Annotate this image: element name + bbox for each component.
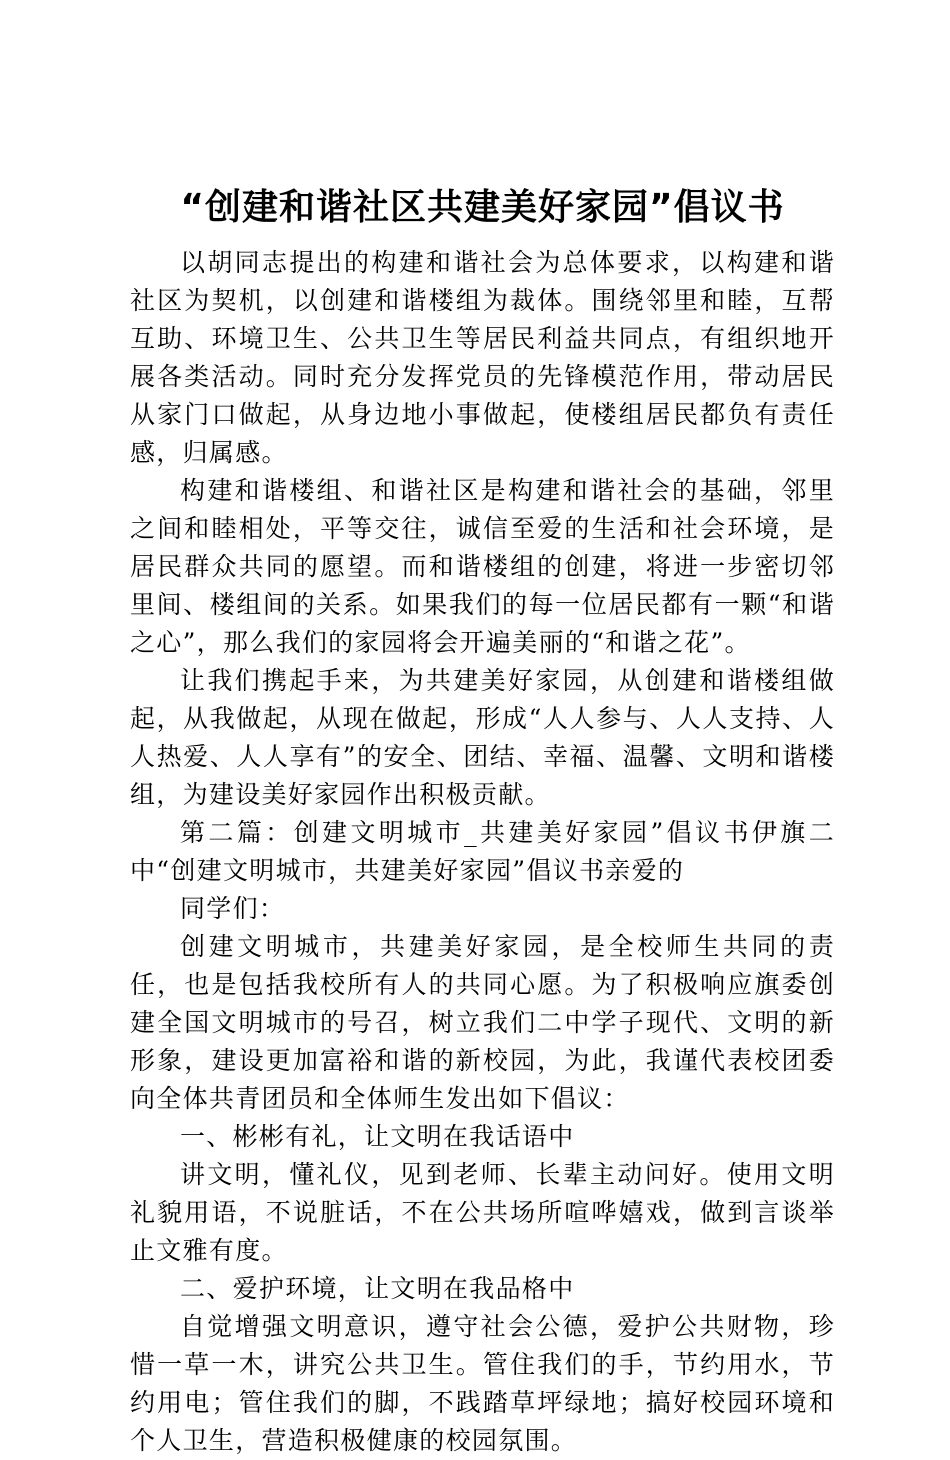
paragraph-4: 第二篇：创建文明城市_共建美好家园”倡议书伊旗二中“创建文明城市，共建美好家园”倡议书亲爱的 xyxy=(130,818,835,885)
paragraph-7: 一、彬彬有礼，让文明在我话语中 xyxy=(180,1122,575,1151)
paragraph-3: 让我们携起手来，为共建美好家园，从创建和谐楼组做起，从我做起，从现在做起，形成“人人参与、人人支持、人人热爱、人人享有”的安全、团结、幸福、温馨、文明和谐楼组，为建设美好家园作出积极贡献。 xyxy=(130,666,835,809)
document-title: “创建和谐社区共建美好家园”倡议书 xyxy=(180,187,785,228)
paragraph-5: 同学们： xyxy=(180,894,286,923)
paragraph-2: 构建和谐楼组、和谐社区是构建和谐社会的基础，邻里之间和睦相处，平等交往，诚信至爱的生活和社会环境，是居民群众共同的愿望。而和谐楼组的创建，将进一步密切邻里间、楼组间的关系。如果我们的每一位居民都有一颗“和谐之心”，那么我们的家园将会开遍美丽的“和谐之花”。 xyxy=(130,476,835,657)
paragraph-8: 讲文明，懂礼仪，见到老师、长辈主动问好。使用文明礼貌用语，不说脏话，不在公共场所喧哗嬉戏，做到言谈举止文雅有度。 xyxy=(130,1160,835,1265)
paragraph-6: 创建文明城市，共建美好家园，是全校师生共同的责任，也是包括我校所有人的共同心愿。为了积极响应旗委创建全国文明城市的号召，树立我们二中学子现代、文明的新形象，建设更加富裕和谐的新校园，为此，我谨代表校团委向全体共青团员和全体师生发出如下倡议： xyxy=(130,932,835,1113)
paragraph-10: 自觉增强文明意识，遵守社会公德，爱护公共财物，珍惜一草一木，讲究公共卫生。管住我们的手，节约用水，节约用电；管住我们的脚，不践踏草坪绿地；搞好校园环境和个人卫生，营造积极健康的校园氛围。 xyxy=(130,1312,835,1455)
document-page xyxy=(130,186,835,1460)
paragraph-9: 二、爱护环境，让文明在我品格中 xyxy=(180,1274,575,1303)
paragraph-1: 以胡同志提出的构建和谐社会为总体要求，以构建和谐社区为契机，以创建和谐楼组为裁体。围绕邻里和睦，互帮互助、环境卫生、公共卫生等居民利益共同点，有组织地开展各类活动。同时充分发挥党员的先锋模范作用，带动居民从家门口做起，从身边地小事做起，使楼组居民都负有责任感，归属感。 xyxy=(130,248,835,467)
